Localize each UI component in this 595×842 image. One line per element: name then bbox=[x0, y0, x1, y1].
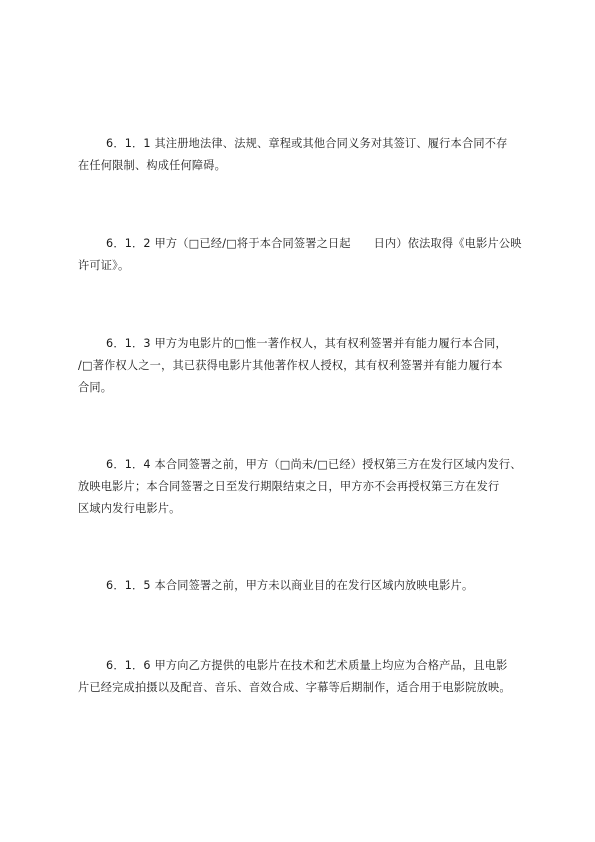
clause-line: 片已经完成拍摄以及配音、音乐、音效合成、字幕等后期制作，适合用于电影院放映。 bbox=[78, 681, 511, 694]
clause-line: 合同。 bbox=[78, 381, 113, 394]
clause-line: 6．1．3 甲方为电影片的□惟一著作权人，其有权利签署并有能力履行本合同， bbox=[106, 337, 507, 350]
clause-6-1-5 bbox=[92, 575, 532, 597]
clause-line: 许可证》。 bbox=[78, 259, 130, 272]
clause-line: 6．1．1 其注册地法律、法规、章程或其他合同义务对其签订、履行本合同不存 bbox=[106, 137, 508, 150]
clause-line: 6．1．5 本合同签署之前，甲方未以商业目的在发行区域内放映电影片。 bbox=[106, 579, 474, 592]
clause-6-1-6 bbox=[78, 655, 532, 699]
clause-line: 在任何限制、构成任何障碍。 bbox=[78, 159, 227, 172]
clause-6-1-3 bbox=[78, 333, 532, 399]
clause-6-1-4 bbox=[78, 454, 532, 520]
clause-line: 放映电影片；本合同签署之日至发行期限结束之日，甲方亦不会再授权第三方在发行 bbox=[78, 480, 500, 493]
clause-line: 区域内发行电影片。 bbox=[78, 502, 181, 515]
clause-6-1-2 bbox=[78, 233, 532, 277]
clause-line: /□著作权人之一，其已获得电影片其他著作权人授权，其有权利签署并有能力履行本 bbox=[78, 359, 503, 372]
clause-6-1-1 bbox=[78, 133, 532, 177]
clause-line: 6．1．4 本合同签署之前，甲方（□尚未/□已经）授权第三方在发行区域内发行、 bbox=[106, 458, 522, 471]
clause-line: 6．1．6 甲方向乙方提供的电影片在技术和艺术质量上均应为合格产品，且电影 bbox=[106, 659, 508, 672]
clause-line: 6．1．2 甲方（□已经/□将于本合同签署之日起 日内）依法取得《电影片公映 bbox=[106, 237, 522, 250]
